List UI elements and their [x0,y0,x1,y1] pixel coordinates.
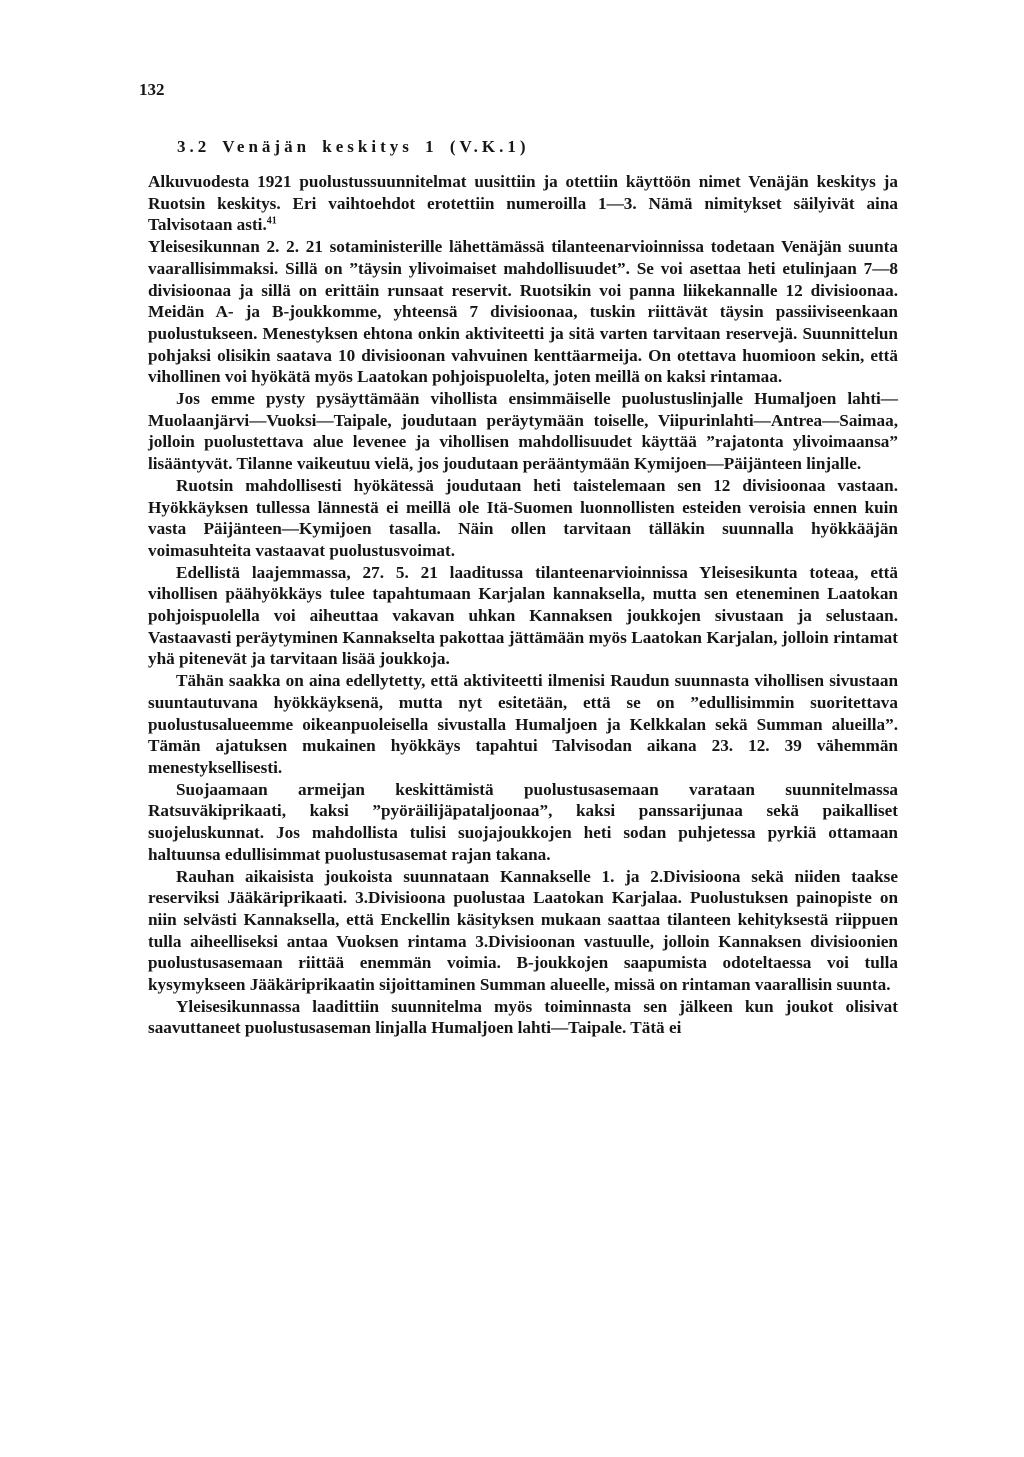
paragraph: Yleisesikunnassa laadittiin suunnitelma myös toiminnasta sen jälkeen kun joukot olisivat saavuttaneet puolustusaseman linjalla Humaljoen lahti—Taipale. Tätä ei [148,996,898,1038]
paragraph: Suojaamaan armeijan keskittämistä puolustusasemaan varataan suunnitelmassa Ratsuväkiprikaati, kaksi ”pyöräilijäpataljoonaa”, kaksi panssarijunaa sekä paikalliset suojeluskunnat. Jos mahdollista tulisi suojajoukkojen heti sodan puhjetessa pyrkiä ottamaan haltuunsa edullisimmat puolustusasemat rajan takana. [148,779,898,864]
page-number: 132 [139,80,165,99]
paragraph: Edellistä laajemmassa, 27. 5. 21 laaditussa tilanteenarvioinnissa Yleisesikunta toteaa, että vihollisen päähyökkäys tulee tapahtumaan Karjalan kannaksella, mutta sen eteneminen Laatokan pohjoispuolella voi aiheuttaa vakavan uhkan Kannaksen joukkojen sivustaan ja selustaan. Vastaavasti peräytyminen Kannakselta pakottaa jättämään myös Laatokan Karjalan, jolloin rintamat yhä pitenevät ja tarvitaan lisää joukkoja. [148,562,898,669]
paragraph: Jos emme pysty pysäyttämään vihollista ensimmäiselle puolustuslinjalle Humaljoen lahti—Muolaanjärvi—Vuoksi—Taipale, joudutaan peräytymään toiselle, Viipurinlahti—Antrea—Saimaa, jolloin puolustettava alue levenee ja vihollisen mahdollisuudet käyttää ”rajatonta ylivoimaansa” lisääntyvät. Tilanne vaikeutuu vielä, jos joudutaan perääntymään Kymijoen—Päijänteen linjalle. [148,389,898,474]
section-heading: 3.2 Venäjän keskitys 1 (V.K.1) [177,137,530,156]
body-text [148,171,898,1039]
footnote-marker: 41 [266,215,277,227]
paragraph [148,171,898,236]
paragraph: Rauhan aikaisista joukoista suunnataan Kannakselle 1. ja 2.Divisioona sekä niiden taakse reserviksi Jääkäriprikaati. 3.Divisioona puolustaa Laatokan Karjalaa. Puolustuksen painopiste on niin selvästi Kannaksella, että Enckellin käsityksen mukaan saattaa tilanteen kehityksestä riippuen tulla aiheelliseksi antaa Vuoksen rintama 3.Divisioonan vastuulle, jolloin Kannaksen divisioonien puolustusasemaan riittää enemmän voimia. B-joukkojen saapumista odoteltaessa voi tulla kysymykseen Jääkäriprikaatin sijoittaminen Summan alueelle, missä on rintaman vaarallisin suunta. [148,866,898,995]
paragraph: Yleisesikunnan 2. 2. 21 sotaministerille lähettämässä tilanteenarvioinnissa todetaan Venäjän suunta vaarallisimmaksi. Sillä on ”täysin ylivoimaiset mahdollisuudet”. Se voi asettaa heti etulinjaan 7—8 divisioonaa ja sillä on erittäin runsaat reservit. Ruotsikin voi panna liikekannalle 12 divisioonaa. Meidän A- ja B-joukkomme, yhteensä 7 divisioonaa, tuskin riittävät täysin passiiviseenkaan puolustukseen. Menestyksen ehtona onkin aktiviteetti ja sitä varten tarvitaan reservejä. Suunnittelun pohjaksi olisikin saatava 10 divisioonan vahvuinen kenttäarmeija. On otettava huomioon sekin, että vihollinen voi hyökätä myös Laatokan pohjoispuolelta, joten meillä on kaksi rintamaa. [148,237,898,387]
paragraph: Tähän saakka on aina edellytetty, että aktiviteetti ilmenisi Raudun suunnasta vihollisen sivustaan suuntautuvana hyökkäyksenä, mutta nyt esitetään, että se on ”edullisimmin suoritettava puolustusalueemme oikeanpuoleisella sivustalla Humaljoen ja Kelkkalan sekä Summan alueilla”. Tämän ajatuksen mukainen hyökkäys tapahtui Talvisodan aikana 23. 12. 39 vähemmän menestyksellisesti. [148,671,898,777]
paragraph: Ruotsin mahdollisesti hyökätessä joudutaan heti taistelemaan sen 12 divisioonaa vastaan. Hyökkäyksen tullessa lännestä ei meillä ole Itä-Suomen luonnollisten esteiden veroisia ennen kuin vasta Päijänteen—Kymijoen tasalla. Näin ollen tarvitaan tälläkin suunnalla hyökkääjän voimasuhteita vastaavat puolustusvoimat. [148,475,898,560]
paragraph-text: Alkuvuodesta 1921 puolustussuunnitelmat uusittiin ja otettiin käyttöön nimet Venäjän keskitys ja Ruotsin keskitys. Eri vaihtoehdot erotettiin numeroilla 1—3. Nämä nimitykset säilyivät aina Talvisotaan asti. [148,172,898,235]
